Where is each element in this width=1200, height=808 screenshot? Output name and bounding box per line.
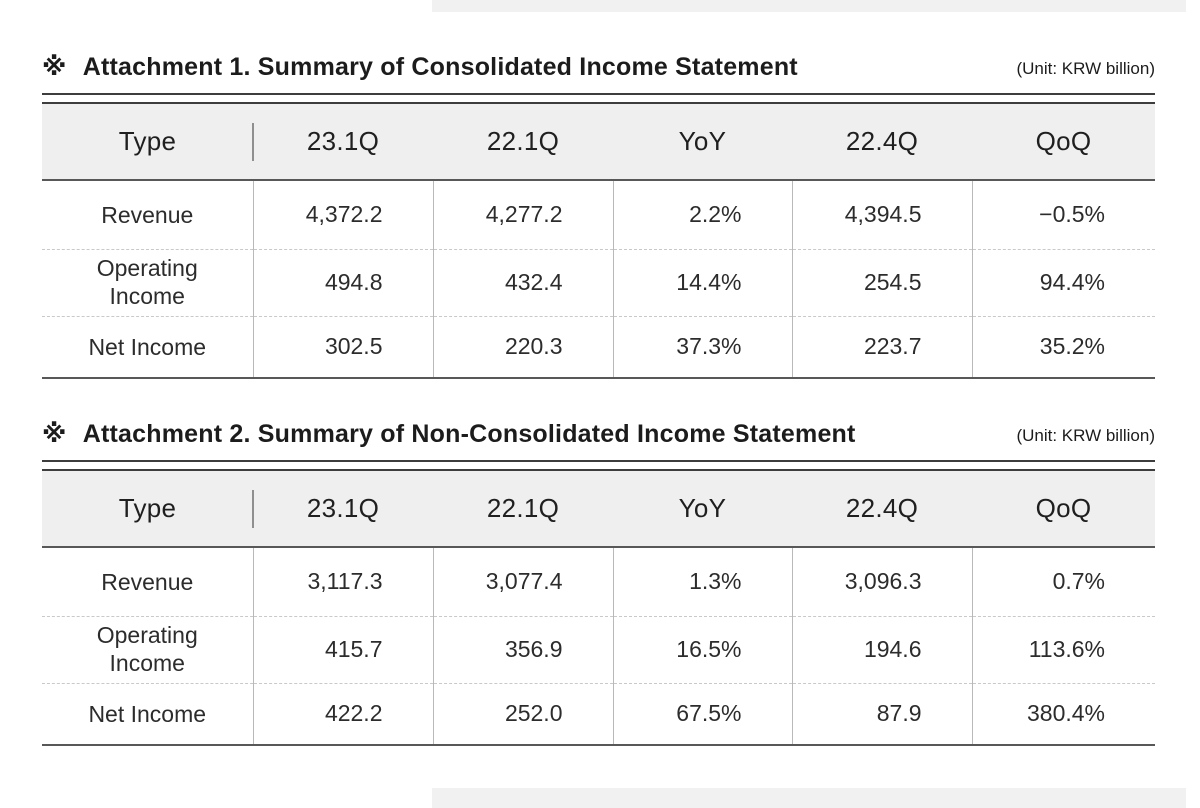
reference-mark: ※ <box>42 53 67 81</box>
bottom-edge-band <box>432 788 1186 808</box>
value-cell: 2.2% <box>613 180 792 249</box>
value-cell: 422.2 <box>253 683 433 745</box>
attachment-2-title <box>42 419 856 449</box>
col-header-qoq: QoQ <box>1035 126 1092 156</box>
attachment-1-unit-note: (Unit: KRW billion) <box>1016 59 1155 78</box>
value-cell: 4,372.2 <box>253 180 433 249</box>
value-cell: 14.4% <box>613 249 792 316</box>
row-label: Revenue <box>101 568 194 595</box>
row-label-cell <box>42 180 253 249</box>
col-header-yoy: YoY <box>678 126 727 156</box>
attachment-2-title-text: Attachment 2. Summary of Non-Consolidated Income Statement <box>82 420 856 448</box>
table-1-top-rule <box>42 93 1155 104</box>
value-cell: 35.2% <box>972 316 1155 378</box>
value-cell: 415.7 <box>253 616 433 683</box>
row-label: Operating Income <box>96 621 198 676</box>
row-operating-income <box>42 616 1155 683</box>
row-label-cell <box>42 249 253 316</box>
top-edge-band <box>432 0 1186 12</box>
row-label-cell <box>42 616 253 683</box>
table-2-header-row <box>42 471 1155 547</box>
col-header-type: Type <box>42 471 253 547</box>
col-header-22-1q: 22.1Q <box>486 126 560 156</box>
col-header-qoq: QoQ <box>1035 493 1092 523</box>
value-cell: 67.5% <box>613 683 792 745</box>
attachment-1-title <box>42 52 798 82</box>
col-header-yoy: YoY <box>678 493 727 523</box>
row-label: Net Income <box>88 333 207 360</box>
value-cell: 494.8 <box>253 249 433 316</box>
value-cell: 1.3% <box>613 547 792 616</box>
value-cell: 380.4% <box>972 683 1155 745</box>
value-cell: 4,394.5 <box>792 180 972 249</box>
reference-mark: ※ <box>42 420 67 448</box>
row-label: Net Income <box>88 700 207 727</box>
row-label-cell <box>42 547 253 616</box>
row-label: Revenue <box>101 201 194 228</box>
value-cell: −0.5% <box>972 180 1155 249</box>
value-cell: 37.3% <box>613 316 792 378</box>
table-2-top-rule <box>42 460 1155 471</box>
value-cell: 194.6 <box>792 616 972 683</box>
col-header-23-1q: 23.1Q <box>306 126 380 156</box>
row-label-cell <box>42 316 253 378</box>
col-header-23-1q: 23.1Q <box>306 493 380 523</box>
consolidated-income-table <box>42 104 1155 379</box>
value-cell: 356.9 <box>433 616 613 683</box>
value-cell: 220.3 <box>433 316 613 378</box>
value-cell: 0.7% <box>972 547 1155 616</box>
attachment-2-unit-note: (Unit: KRW billion) <box>1016 426 1155 445</box>
value-cell: 223.7 <box>792 316 972 378</box>
value-cell: 3,077.4 <box>433 547 613 616</box>
value-cell: 254.5 <box>792 249 972 316</box>
col-header-type: Type <box>42 104 253 180</box>
col-header-22-1q: 22.1Q <box>486 493 560 523</box>
table-1-header-row <box>42 104 1155 180</box>
value-cell: 4,277.2 <box>433 180 613 249</box>
value-cell: 302.5 <box>253 316 433 378</box>
value-cell: 432.4 <box>433 249 613 316</box>
row-net-income <box>42 316 1155 378</box>
row-label-cell <box>42 683 253 745</box>
attachment-2-title-row <box>42 419 1155 449</box>
value-cell: 16.5% <box>613 616 792 683</box>
col-header-22-4q: 22.4Q <box>845 126 919 156</box>
row-revenue <box>42 547 1155 616</box>
row-operating-income <box>42 249 1155 316</box>
row-net-income <box>42 683 1155 745</box>
value-cell: 87.9 <box>792 683 972 745</box>
value-cell: 252.0 <box>433 683 613 745</box>
value-cell: 3,096.3 <box>792 547 972 616</box>
attachment-1-title-text: Attachment 1. Summary of Consolidated Income Statement <box>82 53 798 81</box>
row-label: Operating Income <box>96 254 198 309</box>
value-cell: 113.6% <box>972 616 1155 683</box>
non-consolidated-income-table <box>42 471 1155 746</box>
value-cell: 3,117.3 <box>253 547 433 616</box>
col-header-22-4q: 22.4Q <box>845 493 919 523</box>
value-cell: 94.4% <box>972 249 1155 316</box>
attachment-1-title-row <box>42 52 1155 82</box>
row-revenue <box>42 180 1155 249</box>
